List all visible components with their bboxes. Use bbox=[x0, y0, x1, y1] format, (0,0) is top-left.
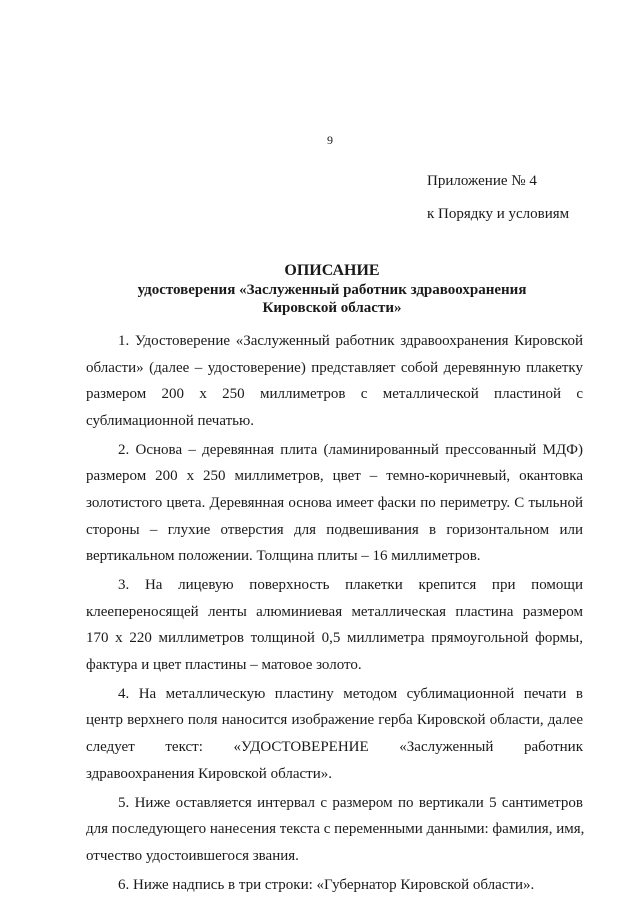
paragraph-line: отчество удостоившегося звания. bbox=[86, 847, 299, 864]
paragraph-line: 2. Основа – деревянная плита (ламинированный прессованный МДФ) bbox=[118, 441, 583, 458]
paragraph-line: здравоохранения Кировской области». bbox=[86, 765, 332, 782]
paragraph-line: 4. На металлическую пластину методом сублимационной печати в bbox=[118, 685, 583, 702]
paragraph-line: вертикальном положении. Толщина плиты – 16 миллиметров. bbox=[86, 548, 481, 565]
paragraph-line: золотистого цвета. Деревянная основа имеет фаски по периметру. С тыльной bbox=[86, 494, 583, 511]
paragraph-line: 5. Ниже оставляется интервал с размером по вертикали 5 сантиметров bbox=[118, 794, 583, 811]
document-body bbox=[86, 328, 583, 901]
paragraph-line: для последующего нанесения текста с переменными данными: фамилия, имя, bbox=[86, 821, 585, 838]
appendix-reference: к Порядку и условиям bbox=[427, 206, 570, 222]
paragraph-line: 3. На лицевую поверхность плакетки крепится при помощи bbox=[118, 577, 583, 594]
document-subtitle-line-2: Кировской области» bbox=[262, 300, 402, 316]
paragraph-6 bbox=[86, 872, 583, 899]
paragraph-line: стороны – глухие отверстия для подвешивания в горизонтальном или bbox=[86, 521, 583, 538]
page-number: 9 bbox=[327, 133, 333, 147]
paragraph-1 bbox=[86, 328, 583, 434]
paragraph-2 bbox=[86, 437, 583, 570]
paragraph-line: сублимационной печатью. bbox=[86, 412, 254, 429]
paragraph-line: 170 х 220 миллиметров толщиной 0,5 миллиметра прямоугольной формы, bbox=[86, 630, 583, 647]
paragraph-line: фактура и цвет пластины – матовое золото. bbox=[86, 656, 362, 673]
paragraph-line: клеепереносящей ленты алюминиевая металлическая пластина размером bbox=[86, 603, 583, 620]
appendix-number: Приложение № 4 bbox=[427, 173, 537, 189]
paragraph-line: 1. Удостоверение «Заслуженный работник здравоохранения Кировской bbox=[118, 333, 583, 349]
paragraph-line: размером 200 х 250 миллиметров, цвет – темно-коричневый, окантовка bbox=[86, 468, 583, 485]
paragraph-4 bbox=[86, 681, 583, 787]
paragraph-line: области» (далее – удостоверение) представляет собой деревянную плакетку bbox=[86, 359, 583, 376]
paragraph-line: центр верхнего поля наносится изображение герба Кировской области, далее bbox=[86, 712, 583, 729]
paragraph-3 bbox=[86, 572, 583, 678]
document-subtitle-line-1: удостоверения «Заслуженный работник здравоохранения bbox=[137, 282, 527, 298]
paragraph-line: размером 200 х 250 миллиметров с металлической пластиной с bbox=[86, 386, 583, 403]
document-title: ОПИСАНИЕ bbox=[284, 262, 380, 279]
paragraph-line: 6. Ниже надпись в три строки: «Губернатор Кировской области». bbox=[118, 876, 535, 893]
paragraph-5 bbox=[86, 790, 583, 870]
paragraph-line: следует текст: «УДОСТОВЕРЕНИЕ «Заслуженный работник bbox=[86, 739, 583, 756]
